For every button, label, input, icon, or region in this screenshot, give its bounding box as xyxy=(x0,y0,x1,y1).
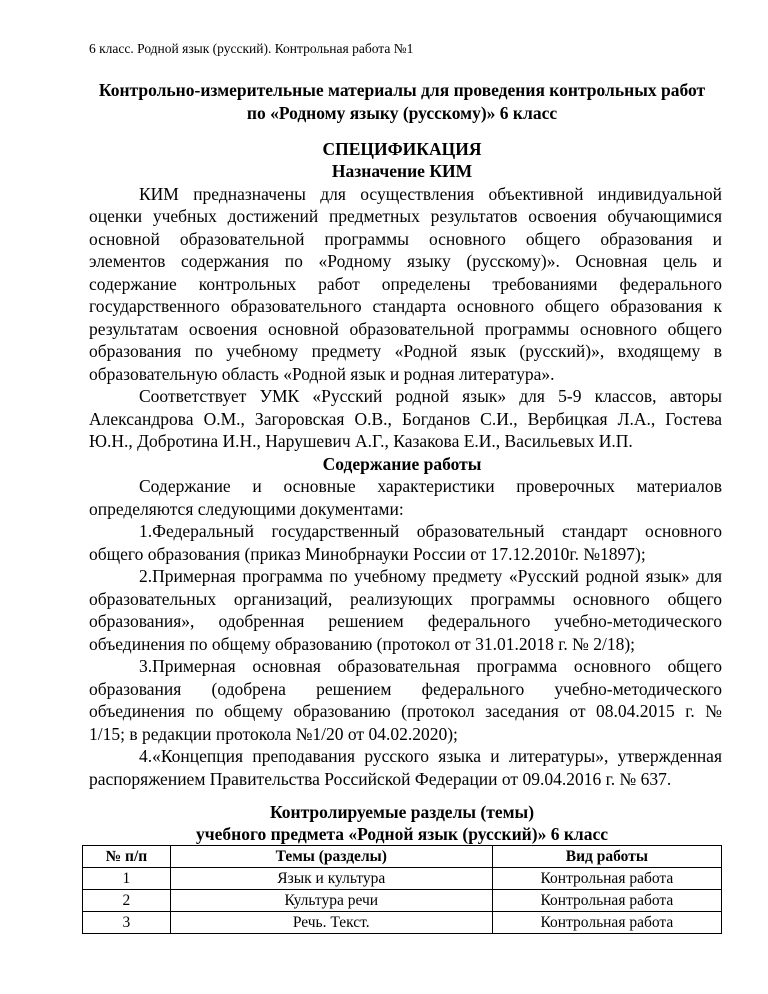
content-line: определяются следующими документами: xyxy=(89,499,404,519)
document-list-item: общего образования (приказ Минобрнауки России от 17.12.2010г. №1897); xyxy=(89,544,646,564)
document-list-item: 2.Примерная программа по учебному предмету «Русский родной язык» для xyxy=(139,566,722,586)
spec-heading: СПЕЦИФИКАЦИЯ xyxy=(322,139,482,159)
table-row xyxy=(83,890,722,912)
table-row xyxy=(83,912,722,934)
document-list-item: образования», одобренная решением федерального учебно-методического xyxy=(89,611,722,631)
column-header-number: № п/п xyxy=(83,846,171,868)
document-list-item: 1.Федеральный государственный образовательный стандарт основного xyxy=(139,521,722,541)
purpose-line: образования по учебному предмету «Родной язык (русский)», входящему в xyxy=(89,341,722,361)
row-work-type: Контрольная работа xyxy=(492,912,721,934)
title-line-2: по «Родному языку (русскому)» 6 класс xyxy=(246,103,558,123)
table-heading-line-1: Контролируемые разделы (темы) xyxy=(269,802,535,822)
document-list-item: образовательных организаций, реализующих программы основного общего xyxy=(89,589,722,609)
row-topic: Культура речи xyxy=(170,890,492,912)
document-list-item: объединения по общему образованию (протокол от 31.01.2018 г. № 2/18); xyxy=(89,634,636,654)
column-header-work-type: Вид работы xyxy=(492,846,721,868)
column-header-topic: Темы (разделы) xyxy=(170,846,492,868)
table-row xyxy=(83,868,722,890)
table-header-row xyxy=(83,846,722,868)
purpose-heading: Назначение КИМ xyxy=(331,161,473,181)
purpose-line: элементов содержания по «Родному языку (русскому)». Основная цель и xyxy=(89,251,722,271)
document-list-item: 3.Примерная основная образовательная программа основного общего xyxy=(139,656,722,676)
row-number: 1 xyxy=(83,868,171,890)
document-list-item: образования (одобрена решением федерального учебно-методического xyxy=(89,679,722,699)
topics-table xyxy=(82,845,722,934)
table-heading-line-2: учебного предмета «Родной язык (русский)» 6 класс xyxy=(195,824,609,844)
page-header: 6 класс. Родной язык (русский). Контрольная работа №1 xyxy=(89,41,414,56)
row-work-type: Контрольная работа xyxy=(492,890,721,912)
row-number: 3 xyxy=(83,912,171,934)
purpose-line: содержание контрольных работ определены требованиями федерального xyxy=(89,274,722,294)
purpose-line: результатам освоения основной образовательной программы основного общего xyxy=(89,319,722,339)
purpose-line: основной образовательной программы основного общего образования и xyxy=(89,229,722,249)
umk-line: Соответствует УМК «Русский родной язык» для 5-9 классов, авторы xyxy=(139,386,722,406)
content-line: Содержание и основные характеристики проверочных материалов xyxy=(139,476,722,496)
row-number: 2 xyxy=(83,890,171,912)
row-topic: Речь. Текст. xyxy=(170,912,492,934)
purpose-line: оценки учебных достижений предметных результатов освоения обучающимися xyxy=(89,206,722,226)
document-title xyxy=(82,79,722,125)
document-list-item: 4.«Концепция преподавания русского языка и литературы», утвержденная xyxy=(139,746,722,766)
purpose-line: КИМ предназначены для осуществления объективной индивидуальной xyxy=(139,184,722,204)
row-topic: Язык и культура xyxy=(170,868,492,890)
content-heading: Содержание работы xyxy=(322,454,482,474)
document-list-item: 1/15; в редакции протокола №1/20 от 04.02.2020); xyxy=(89,724,458,744)
row-work-type: Контрольная работа xyxy=(492,868,721,890)
document-list-item: объединения по общему образованию (протокол заседания от 08.04.2015 г. № xyxy=(89,701,722,721)
purpose-line: государственного образовательного стандарта основного общего образования к xyxy=(89,296,722,316)
title-line-1: Контрольно-измерительные материалы для проведения контрольных работ xyxy=(98,80,706,100)
document-list-item: распоряжением Правительства Российской Федерации от 09.04.2016 г. № 637. xyxy=(89,769,672,789)
umk-line: Ю.Н., Добротина И.Н., Нарушевич А.Г., Казакова Е.И., Васильевых И.П. xyxy=(89,431,633,451)
purpose-line: образовательную область «Родной язык и родная литература». xyxy=(89,364,555,384)
umk-line: Александрова О.М., Загоровская О.В., Богданов С.И., Вербицкая Л.А., Гостева xyxy=(89,409,722,429)
